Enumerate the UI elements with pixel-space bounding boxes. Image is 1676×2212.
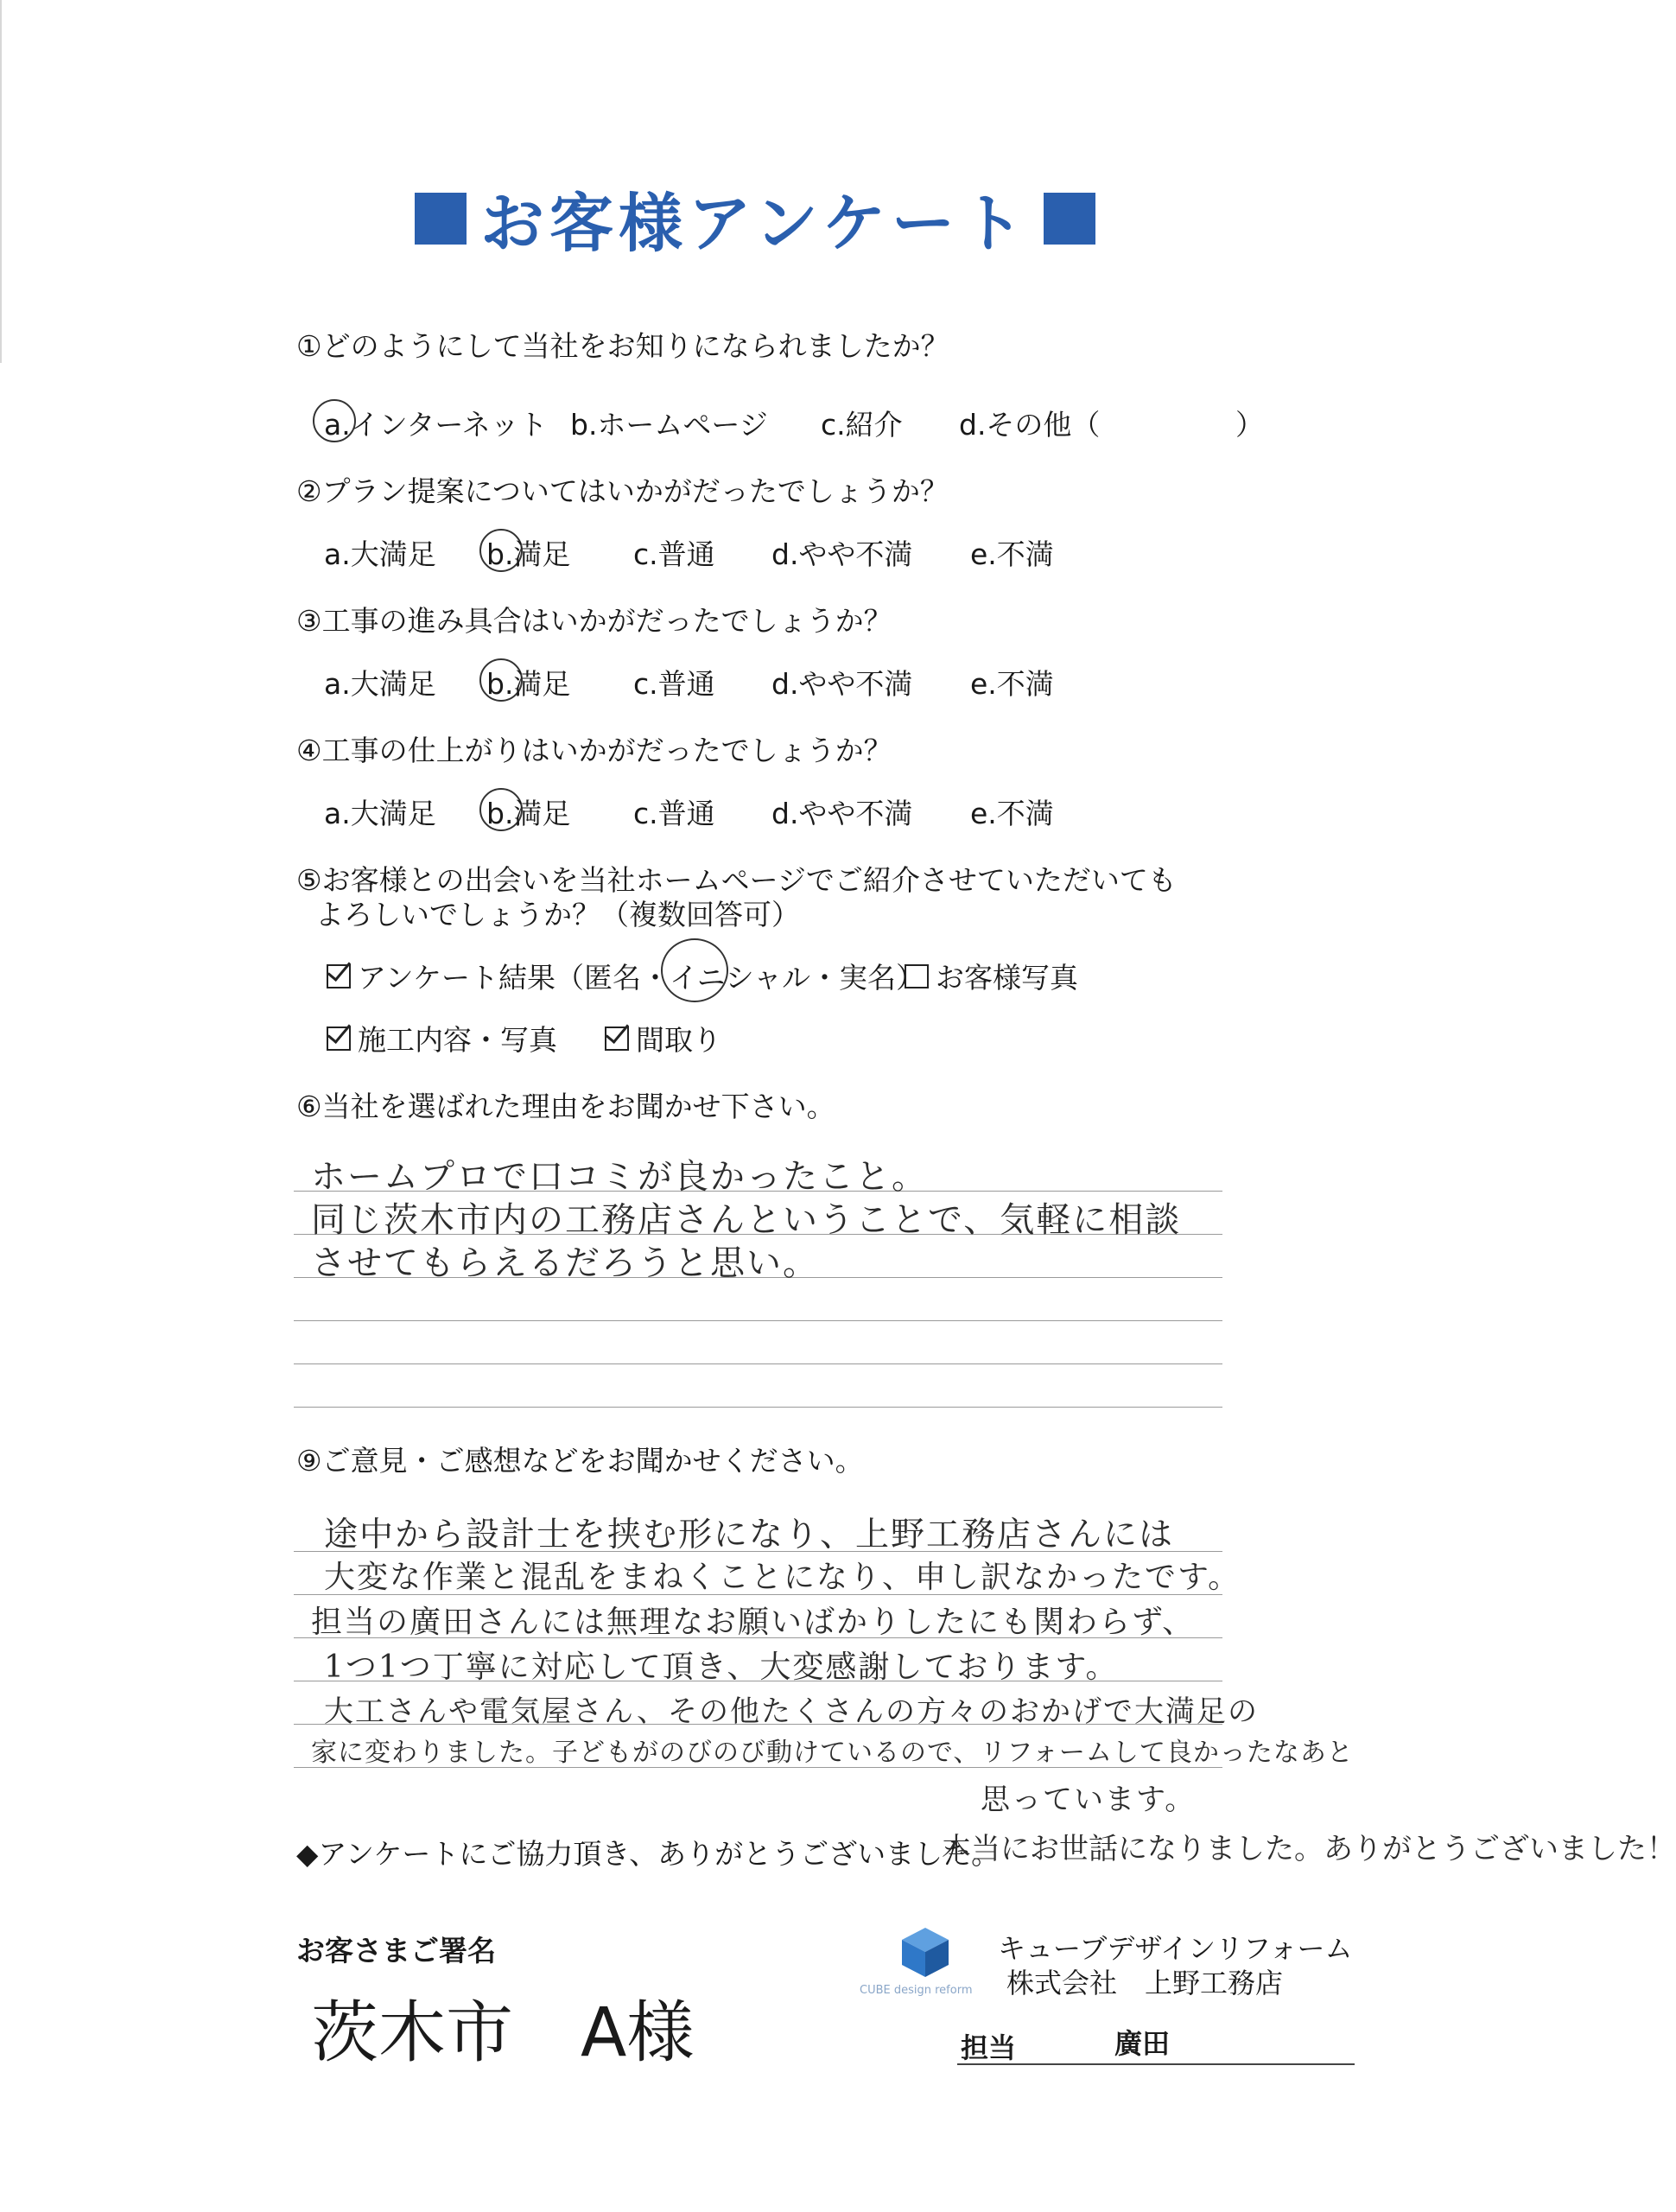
q4-option-b[interactable]: b.満足 — [486, 797, 571, 830]
staff-underline — [957, 2063, 1355, 2065]
q1-option-b[interactable]: b.ホームページ — [570, 408, 768, 442]
q1-option-a[interactable]: a.インターネット — [324, 408, 548, 442]
q6-answer-line: させてもらえるだろうと思い。 — [311, 1243, 819, 1283]
q4-option-e[interactable]: e.不満 — [970, 797, 1054, 830]
q2-question: ②プラン提案についてはいかがだったでしょうか？ — [296, 474, 949, 508]
q3-question: ③工事の進み具合はいかがだったでしょうか？ — [296, 604, 892, 638]
q2-option-a[interactable]: a.大満足 — [324, 537, 436, 571]
company-brand: キューブデザインリフォーム — [998, 1932, 1353, 1965]
q5-option-label: 間取り — [636, 1023, 721, 1057]
q2-option-b[interactable]: b.満足 — [486, 537, 571, 571]
q6-question: ⑥当社を選ばれた理由をお聞かせ下さい。 — [296, 1090, 835, 1123]
q4-option-c[interactable]: c.普通 — [633, 797, 715, 830]
staff-label: 担当 — [961, 2031, 1017, 2064]
thanks-printed: ◆アンケートにご協力頂き、ありがとうございました。 — [296, 1837, 1000, 1871]
q9-answer-line: 家に変わりました。子どもがのびのび動けているので、リフォームして良かったなあと — [311, 1738, 1354, 1768]
scan-edge-line — [0, 0, 2, 363]
q9-answer-line: 大工さんや電気屋さん、その他たくさんの方々のおかげで大満足の — [324, 1694, 1260, 1729]
q3-option-e[interactable]: e.不満 — [970, 667, 1054, 701]
q1-option-d-close: ） — [1235, 408, 1264, 442]
q5-option-customer-photo[interactable] — [905, 956, 1078, 996]
signature-name: 茨木市 A様 — [311, 1994, 695, 2072]
answer-rule — [294, 1320, 1222, 1321]
answer-rule — [294, 1363, 1222, 1364]
q5-option-label: アンケート結果（匿名・イニシャル・実名） — [358, 961, 925, 995]
q3-option-b[interactable]: b.満足 — [486, 667, 571, 701]
q3-option-a[interactable]: a.大満足 — [324, 667, 436, 701]
checkbox-icon[interactable] — [327, 964, 351, 988]
q2-option-e[interactable]: e.不満 — [970, 537, 1054, 571]
q1-option-d[interactable]: d.その他（ — [959, 408, 1101, 442]
q1-question: ①どのようにして当社をお知りになられましたか？ — [296, 329, 949, 363]
thanks-handwritten: 本当にお世話になりました。ありがとうございました！ — [942, 1832, 1676, 1866]
q4-option-d[interactable]: d.やや不満 — [771, 797, 913, 830]
q4-option-a[interactable]: a.大満足 — [324, 797, 436, 830]
q5-option-label: 施工内容・写真 — [358, 1023, 557, 1057]
title-square-left — [415, 193, 467, 245]
q4-question: ④工事の仕上がりはいかがだったでしょうか？ — [296, 734, 892, 767]
title-text: お客様アンケート — [480, 186, 1030, 261]
q1-option-c[interactable]: c.紹介 — [821, 408, 903, 442]
q3-option-d[interactable]: d.やや不満 — [771, 667, 913, 701]
q9-answer-line: 途中から設計士を挟む形になり、上野工務店さんには — [324, 1516, 1175, 1554]
q6-answer-line: 同じ茨木市内の工務店さんということで、気軽に相談 — [311, 1200, 1182, 1240]
checkbox-icon[interactable] — [605, 1027, 629, 1051]
title-square-right — [1044, 193, 1095, 245]
q9-question: ⑨ご意見・ご感想などをお聞かせください。 — [296, 1444, 864, 1478]
logo-caption: CUBE design reform — [860, 1984, 973, 1997]
q5-option-survey-results[interactable] — [327, 956, 924, 996]
q5-question-line1: ⑤お客様との出会いを当社ホームページでご紹介させていただいても — [296, 863, 1177, 897]
q5-option-floor-plan[interactable] — [605, 1018, 721, 1058]
q5-option-work-photo[interactable] — [327, 1018, 557, 1058]
signature-label: お客さまご署名 — [296, 1934, 496, 1967]
cube-logo-icon — [898, 1925, 952, 1979]
q3-option-c[interactable]: c.普通 — [633, 667, 715, 701]
page-title — [415, 177, 1095, 259]
q9-answer-line: 大変な作業と混乱をまねくことになり、申し訳なかったです。 — [324, 1560, 1241, 1595]
q2-option-c[interactable]: c.普通 — [633, 537, 715, 571]
q2-option-d[interactable]: d.やや不満 — [771, 537, 913, 571]
staff-name: 廣田 — [1114, 2027, 1171, 2060]
company-name: 株式会社 上野工務店 — [1006, 1967, 1284, 1999]
q5-initial-circle — [661, 938, 728, 1002]
checkbox-icon[interactable] — [905, 964, 929, 988]
checkbox-icon[interactable] — [327, 1027, 351, 1051]
q9-answer-line: 担当の廣田さんには無理なお願いばかりしたにも関わらず、 — [311, 1605, 1196, 1640]
q6-answer-line: ホームプロで口コミが良かったこと。 — [311, 1157, 928, 1197]
q9-answer-line: 思っています。 — [981, 1783, 1197, 1817]
q5-question-line2: よろしいでしょうか？（複数回答可） — [315, 898, 800, 931]
q9-answer-line: 1つ1つ丁寧に対応して頂き、大変感謝しております。 — [324, 1649, 1119, 1685]
answer-rule — [294, 1407, 1222, 1408]
q5-option-label: お客様写真 — [936, 961, 1078, 995]
